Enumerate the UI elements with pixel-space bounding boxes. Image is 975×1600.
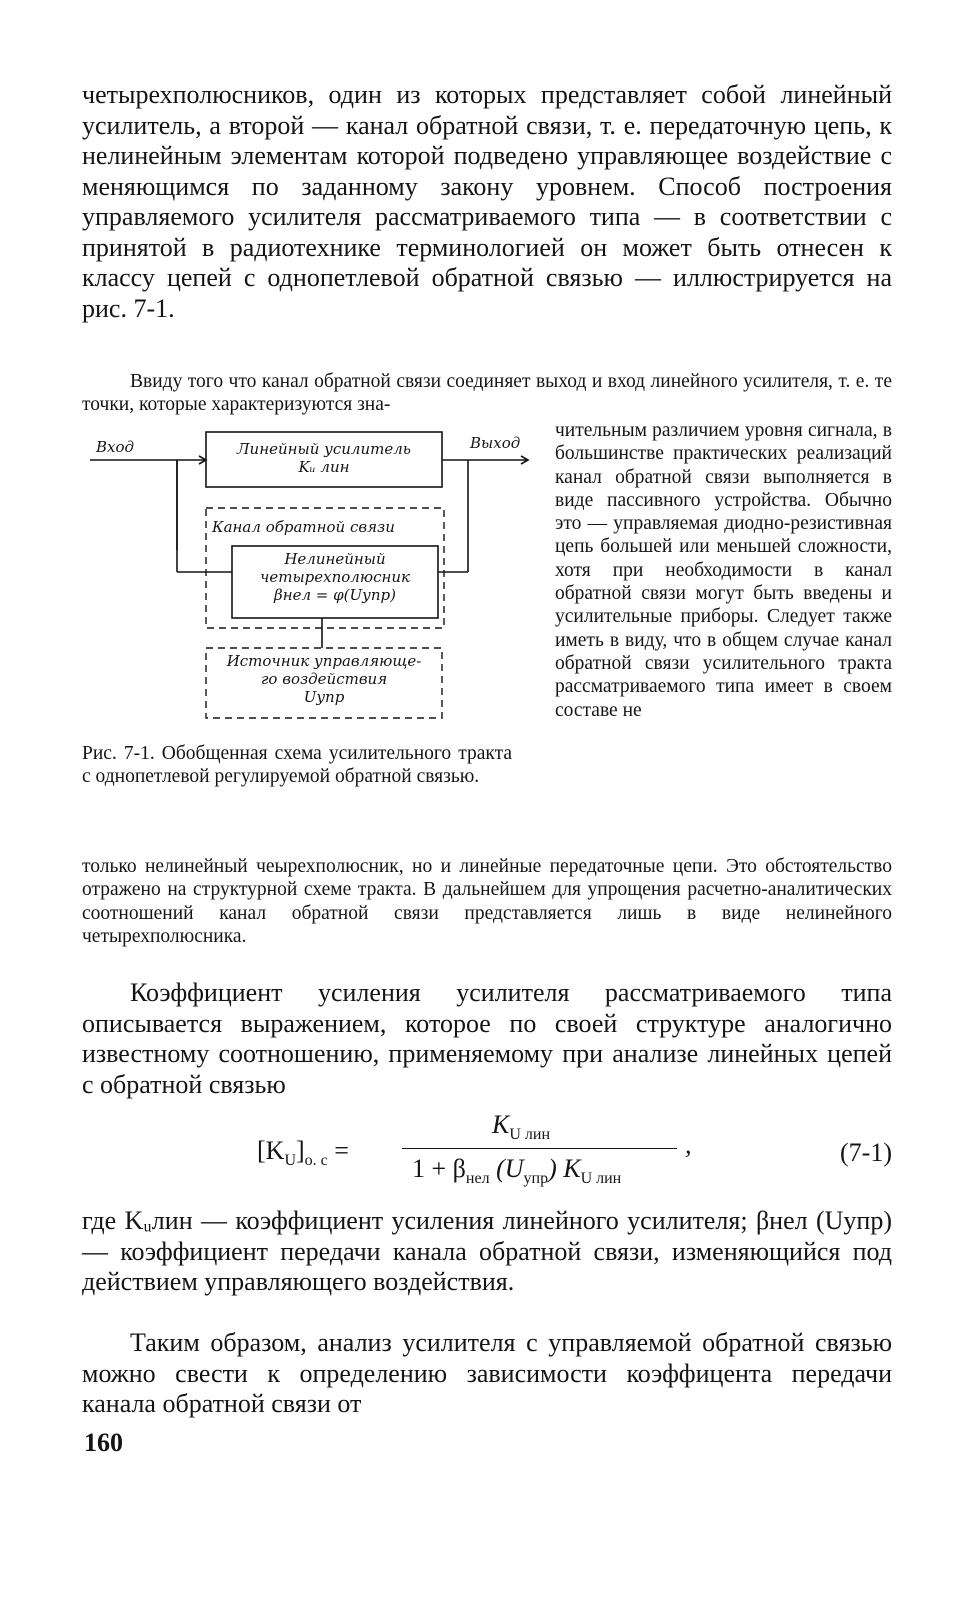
figure-caption: Рис. 7-1. Обобщенная схема усилительного тракта с однопетлевой регулируемой обратной связью. — [82, 743, 512, 788]
nonlinear-line1: Нелинейный — [284, 550, 386, 568]
source-line1: Источник управляюще- — [226, 652, 422, 670]
output-label: Выход — [470, 434, 521, 452]
paragraph-feedback-top: Ввиду того что канал обратной связи соединяет выход и вход линейного усилителя, т. е. те точки, которые характеризуются зна- — [82, 371, 892, 416]
equation-comma: , — [685, 1130, 692, 1159]
paragraph-gain: Коэффициент усиления усилителя рассматриваемого типа описывается выражением, которое по своей структуре аналогично известному соотношению, применяемому при анализе линейных цепей с обратной связью — [82, 978, 892, 1099]
equation-denominator: $1 + \beta_{нел}$ $(U_{упр})$ $K_{U лин}$ — [412, 1154, 622, 1188]
paragraph-conclusion: Таким образом, анализ усилителя с управляемой обратной связью можно свести к определению зависимости коэффицента передачи канала обратной связи от — [82, 1328, 892, 1418]
amplifier-label — [206, 440, 442, 476]
source-line2: го воздействия — [260, 670, 388, 688]
nonlinear-formula: βнел = φ(Uупр) — [274, 586, 396, 604]
input-label: Вход — [96, 438, 135, 456]
control-source-label — [206, 652, 442, 706]
amplifier-gain: Kᵤ лин — [298, 458, 350, 476]
fraction-bar — [402, 1148, 677, 1149]
paragraph-intro: четырехполюсников, один из которых представляет собой линейный усилитель, а второй — канал обратной связи, т. е. передаточную цепь, к нелинейным элементам которой подведено управляющее воздействие с меняющимся по заданному закону уровнем. Способ построения управляемого усилителя рассматриваемого типа — в соответствии с принятой в радиотехнике терминологией он может быть отнесен к классу цепей с однопетлевой обратной связью — иллюстрируется на рис. 7-1. — [82, 80, 892, 323]
equation-number: (7-1) — [840, 1138, 892, 1167]
paragraph-definitions: где Kᵤлин — коэффициент усиления линейного усилителя; βнел (Uупр) — коэффициент передачи канала обратной связи, изменяющийся под действием управляющего воздействия. — [82, 1206, 892, 1296]
feedback-channel-label: Канал обратной связи — [212, 518, 395, 536]
nonlinear-line2: четырехполюсник — [260, 568, 410, 586]
equation-7-1 — [82, 1110, 892, 1190]
nonlinear-quadripole-label — [232, 550, 438, 604]
figure-7-1-diagram — [82, 420, 552, 750]
amplifier-title: Линейный усилитель — [237, 440, 411, 458]
equation-numerator: $K_{U лин}$ — [492, 1110, 551, 1144]
paragraph-feedback-side: чительным различием уровня сигнала, в большинстве практических реализаций канал обратной связи выполняется в виде пассивного устройства. Обычно это — управляемая диодно-резистивная цепь большей или меньшей сложности, хотя при необходимости в канал обратной связи могут быть введены и усилительные приборы. Следует также иметь в виду, что в общем случае канал обратной связи усилительного тракта рассматриваемого типа имеет в своем составе не — [555, 420, 892, 721]
equation-lhs: $[K_U]_{о. с}$ = — [257, 1136, 349, 1170]
paragraph-feedback-bottom: только нелинейный чеырехполюсник, но и линейные передаточные цепи. Это обстоятельство отражено на структурной схеме тракта. В дальнейшем для упрощения расчетно-аналитических соотношений канал обратной связи представляется лишь в виде нелинейного четырехполюсника. — [82, 856, 892, 948]
source-voltage: Uупр — [303, 688, 345, 706]
page-number: 160 — [84, 1428, 123, 1457]
